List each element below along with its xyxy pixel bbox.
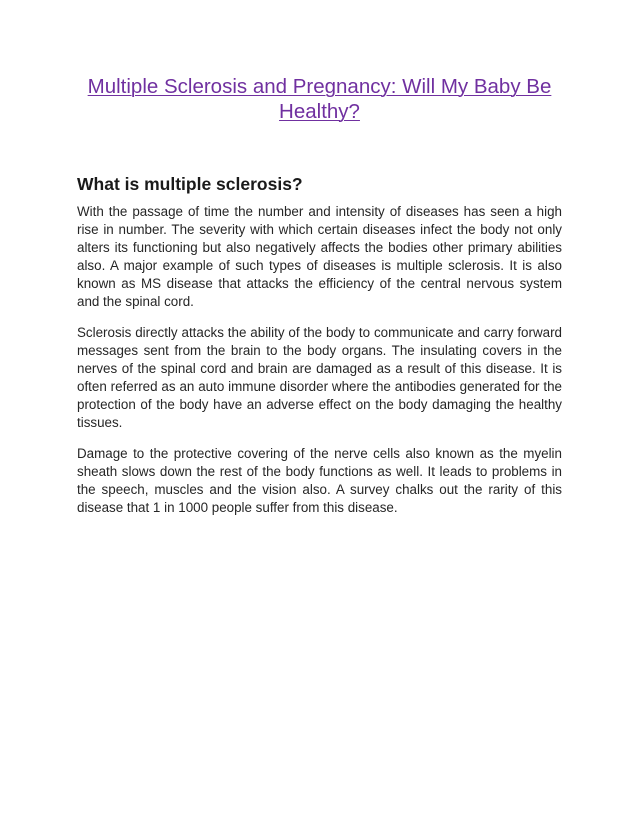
document-page [77,74,562,517]
section-heading: What is multiple sclerosis? [77,174,303,194]
paragraph-sclerosis-effects: Sclerosis directly attacks the ability of the body to communicate and carry forward messages sent from the brain to the body organs. The insulating covers in the nerves of the spinal cord and brain are damaged as a result of this disease. It is often referred as an auto immune disorder where the antibodies generated for the protection of the body have an adverse effect on the body damaging the healthy tissues. [77,325,562,430]
paragraph-intro: With the passage of time the number and intensity of diseases has seen a high rise in number. The severity with which certain diseases infect the body not only alters its functioning but also negatively affects the bodies other primary abilities also. A major example of such types of diseases is multiple sclerosis. It is also known as MS disease that attacks the efficiency of the central nervous system and the spinal cord. [77,204,562,309]
title-link[interactable]: Multiple Sclerosis and Pregnancy: Will My Baby Be Healthy? [87,75,552,123]
page-title [77,74,562,124]
paragraph-myelin-damage: Damage to the protective covering of the nerve cells also known as the myelin sheath slows down the rest of the body functions as well. It leads to problems in the speech, muscles and the vision also. A survey chalks out the rarity of this disease that 1 in 1000 people suffer from this disease. [77,446,562,515]
